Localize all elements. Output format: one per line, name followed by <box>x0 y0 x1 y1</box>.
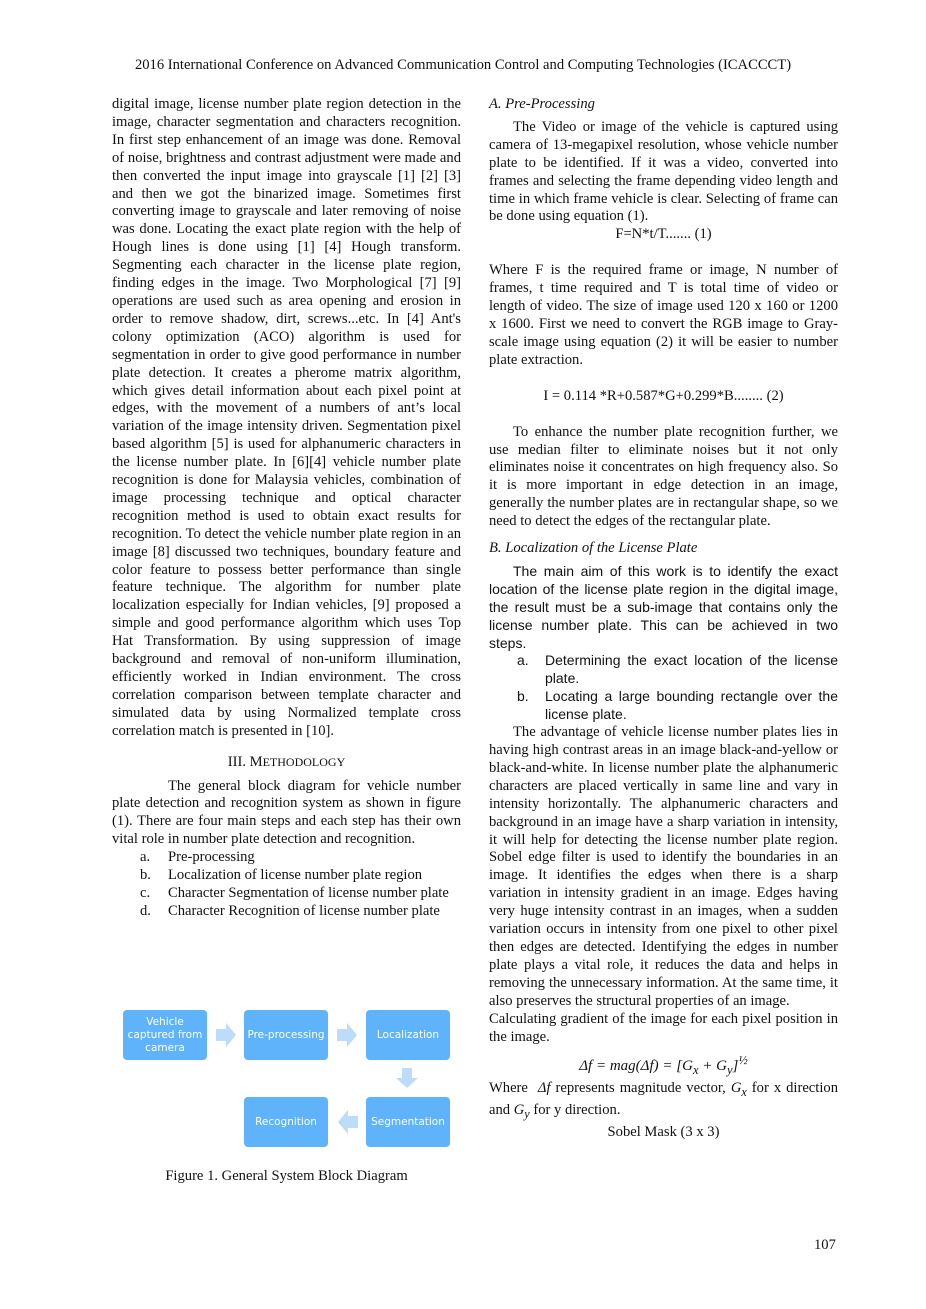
subsection-a-heading: A. Pre-Processing <box>489 96 595 112</box>
list-item: a. Determining the exact location of the license plate. <box>517 652 838 687</box>
list-item: a. Pre-processing <box>140 849 255 866</box>
equation-1: F=N*t/T....... (1) <box>615 226 712 243</box>
box-segmentation: Segmentation <box>366 1097 450 1147</box>
list-item: c. Character Segmentation of license number plate <box>140 884 449 901</box>
pre-processing-paragraph-3: To enhance the number plate recognition further, we use median filter to eliminate noises but it not only eliminates noise it concentrates on high frequency also. So it is more important in edge detection in an image, generally the number plates are in rectangular shape, so we need to detect the edges of the rectangular plate. <box>489 423 838 530</box>
pre-processing-paragraph-1: The Video or image of the vehicle is captured using camera of 13-megapixel resolution, whose vehicle number plate to be identified. If it was a video, converted into frames and selecting the frame depending video length and time in which frame vehicle is clear. Selecting of frame can be done using equation (1). <box>489 118 838 225</box>
arrow-left-icon <box>338 1110 358 1134</box>
arrow-right-icon <box>216 1023 236 1047</box>
localization-paragraph-1: The main aim of this work is to identify the exact location of the license plate region in the digital image, the result must be a sub-image that contains only the license number plate. This can be achieved in two steps. <box>489 562 838 651</box>
equation-3 <box>489 1052 838 1080</box>
box-recognition: Recognition <box>244 1097 328 1147</box>
equation-3-text: $\Delta f = mag(\Delta f) = [G_x + G_y]^{\frac{1}{2}}$ <box>579 1053 748 1078</box>
arrow-right-icon <box>337 1023 357 1047</box>
pre-processing-paragraph-2: Where F is the required frame or image, N number of frames, t time required and T is total time of video or length of video. The size of image used 120 x 160 or 1200 x 1600. First we need to convert the RGB image to Gray-scale image using equation (2) it will be easier to number plate extraction. <box>489 262 838 368</box>
localization-paragraph-2: The advantage of vehicle license number plates lies in having high contrast areas in an image black-and-yellow or black-and-white. In license number plate the alphanumeric characters are placed vertically in same line and vary in intensity horizontally. The alphanumeric characters and background in an image have a sharp variation in intensity, it will help for detecting the license number plate region. Sobel edge filter is used to identify the boundaries in an image. It identifies the edges when there is a sharp variation in intensity gradient in an image. Edges having very huge intensity contrast in an images, when a sudden variation occurs in intensity from one pixel to other pixel then edges are detected. Identifying the edges in number plate plays a vital role, it reduces the data and helps in removing the unnecessary information. At the same time, it also preserves the structural properties of an image. <box>489 724 838 1009</box>
localization-steps <box>489 652 838 724</box>
localization-paragraph-3: Calculating gradient of the image for each pixel position in the image. <box>489 1010 838 1045</box>
subsection-b-heading: B. Localization of the License Plate <box>489 540 698 557</box>
box-pre-processing: Pre-processing <box>244 1010 328 1060</box>
list-item: b. Locating a large bounding rectangle over the license plate. <box>517 688 838 723</box>
right-column <box>489 96 838 1142</box>
arrow-down-icon <box>396 1068 418 1088</box>
box-localization: Localization <box>366 1010 450 1060</box>
section-heading: III. METHODOLOGY <box>227 753 346 770</box>
where-text: Where Δf represents magnitude vector, $G_x$ for x direction and $G_y$ for y direction. <box>489 1080 838 1122</box>
left-paragraph-2: The general block diagram for vehicle number plate detection and recognition system as shown in figure (1). There are four main steps and each step has their own vital role in number plate detection and recognition. <box>112 777 461 848</box>
figure-caption: Figure 1. General System Block Diagram <box>165 1168 408 1184</box>
conference-header: 2016 International Conference on Advanced Communication Control and Computing Technologies (ICACCCT) <box>134 57 792 73</box>
page-number: 107 <box>814 1237 836 1253</box>
list-item: d. Character Recognition of license number plate <box>140 902 440 919</box>
list-item: b. Localization of license number plate region <box>140 867 423 884</box>
sobel-mask-label: Sobel Mask (3 x 3) <box>607 1123 720 1140</box>
box-vehicle-captured: Vehicle captured from camera <box>123 1010 207 1060</box>
equation-2: I = 0.114 *R+0.587*G+0.299*B........ (2) <box>543 387 784 404</box>
left-paragraph-1: digital image, license number plate region detection in the image, character segmentation and characters recognition. In first step enhancement of an image was done. Removal of noise, brightness and contrast adjustment were made and then converted the input image into grayscale [1] [2] [3] and then we got the binarized image. Sometimes first converting image to grayscale and later removing of noise was done. Locating the exact plate region with the help of Hough lines is done using [1] [4] Hough transform. Segmenting each character in the license plate region, finding edges in the image. Two Morphological [7] [9] operations are used such as area opening and erosion in order to remove shadow, dirt, screws...etc. In [4] Ant's colony optimization (ACO) algorithm is used for segmentation in order to give good performance in number plate detection. It creates a pherome matrix algorithm, which gives detail information about each pixel point at edges, with the movement of a numbers of ant’s local variation of the image intensity driven. Segmentation pixel based algorithm [5] is used for alphanumeric characters in the license number plate. In [6][4] vehicle number plate recognition is done for Malaysia vehicles, combination of image processing technique and optical character recognition method is used to obtain exact results for recognition. To detect the vehicle number plate region in an image [8] discussed two techniques, boundary feature and color feature to possess better performance than single feature technique. The algorithm for number plate localization especially for Indian vehicles, [9] proposed a simple and good performance algorithm which uses Top Hat Transformation. By using suppression of image background and removal of non-uniform illumination, efficiently worked in Indian environment. The cross correlation comparison between template character and simulated data by using Normalized template cross correlation match is presented in [10]. <box>112 96 461 739</box>
